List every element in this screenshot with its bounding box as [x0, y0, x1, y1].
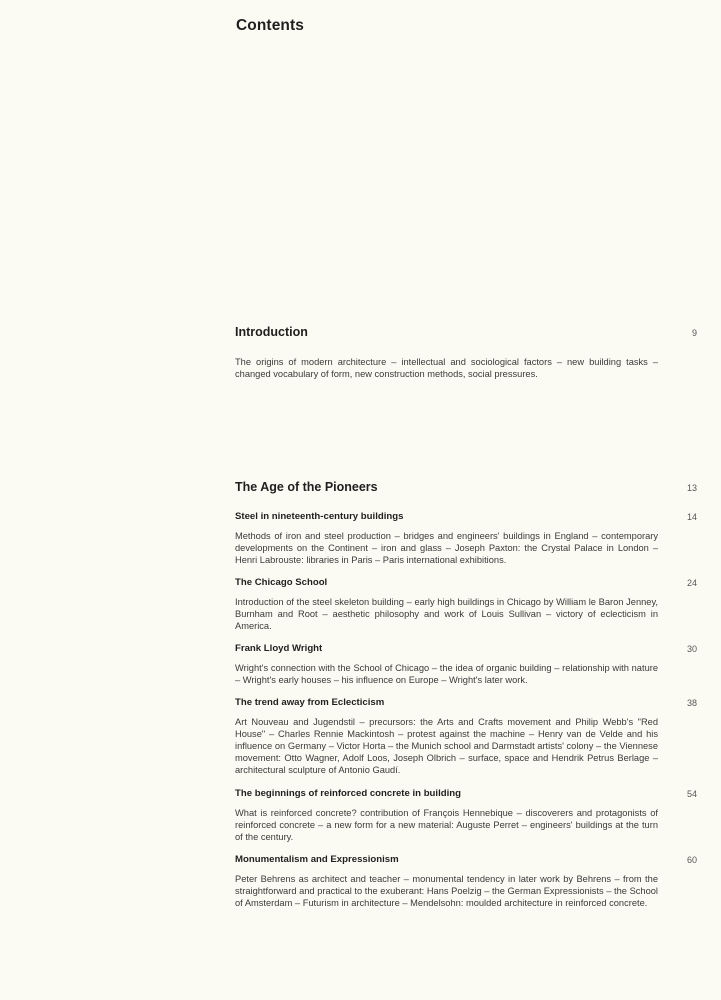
- toc-entry-description: What is reinforced concrete? contribution of François Hennebique – discoverers and protagonists of reinforced concrete – a new form for a new material: Auguste Perret – engineers' buildings at the turn of the century.: [235, 808, 658, 842]
- toc-entry-page: 38: [686, 698, 697, 708]
- toc-entry-introduction: [235, 325, 697, 379]
- toc-entry-description: Wright's connection with the School of Chicago – the idea of organic building – relationship with nature – Wright's early houses – his influence on Europe – Wright's later work.: [235, 663, 658, 685]
- toc-entry-page: 13: [686, 483, 697, 493]
- toc-entry-description: Peter Behrens as architect and teacher – monumental tendency in later work by Behrens – from the straightforward and practical to the exuberant: Hans Poelzig – the German Expressionists – the School of Amsterdam – Futurism in architecture – Mendelsohn: moulded architecture in reinforced concrete.: [235, 874, 658, 908]
- toc-entry-page: 60: [686, 855, 697, 865]
- toc-entry-description: Art Nouveau and Jugendstil – precursors: the Arts and Crafts movement and Philip Webb's "Red House" – Charles Rennie Mackintosh – protest against the machine – Henry van de Velde and his influence on Germany – Victor Horta – the Munich school and Darmstadt artists' colony – the Viennese movement: Otto Wagner, Adolf Loos, Joseph Olbrich – surface, space and Hendrik Petrus Berlage – architectural sculpture of Antonio Gaudí.: [235, 717, 658, 775]
- toc-entry-monumentalism: [235, 854, 697, 908]
- toc-entry-title: The Age of the Pioneers: [235, 480, 378, 494]
- toc-entry-description: The origins of modern architecture – intellectual and sociological factors – new building tasks – changed vocabulary of form, new construction methods, social pressures.: [235, 357, 658, 379]
- toc-entry-page: 30: [686, 644, 697, 654]
- toc-entry-page: 14: [686, 512, 697, 522]
- toc-entry-page: 9: [691, 328, 697, 338]
- toc-entry-title: The trend away from Eclecticism: [235, 697, 385, 708]
- toc-entry-steel: [235, 511, 697, 565]
- toc-entry-title: Monumentalism and Expressionism: [235, 854, 399, 865]
- toc-entry-chicago-school: [235, 577, 697, 631]
- toc-entry-reinforced-concrete: [235, 788, 697, 842]
- toc-entry-age-of-pioneers: [235, 480, 697, 494]
- toc-entry-title: Steel in nineteenth-century buildings: [235, 511, 404, 522]
- toc-entry-page: 54: [686, 789, 697, 799]
- toc-entry-title: Introduction: [235, 325, 308, 339]
- toc-entry-description: Methods of iron and steel production – bridges and engineers' buildings in England – contemporary developments on the Continent – iron and glass – Joseph Paxton: the Crystal Palace in London – Henri Labrouste: libraries in Paris – Paris international exhibitions.: [235, 531, 658, 565]
- toc-entry-title: Frank Lloyd Wright: [235, 643, 323, 654]
- toc-entry-title: The beginnings of reinforced concrete in building: [235, 788, 461, 799]
- toc-entry-trend-away: [235, 697, 697, 775]
- toc-entry-title: The Chicago School: [235, 577, 328, 588]
- toc-entry-frank-lloyd-wright: [235, 643, 697, 685]
- page-title: Contents: [236, 17, 304, 34]
- toc-entry-description: Introduction of the steel skeleton building – early high buildings in Chicago by William le Baron Jenney, Burnham and Root – aesthetic philosophy and work of Louis Sullivan – victory of eclecticism in America.: [235, 597, 658, 631]
- toc-entry-page: 24: [686, 578, 697, 588]
